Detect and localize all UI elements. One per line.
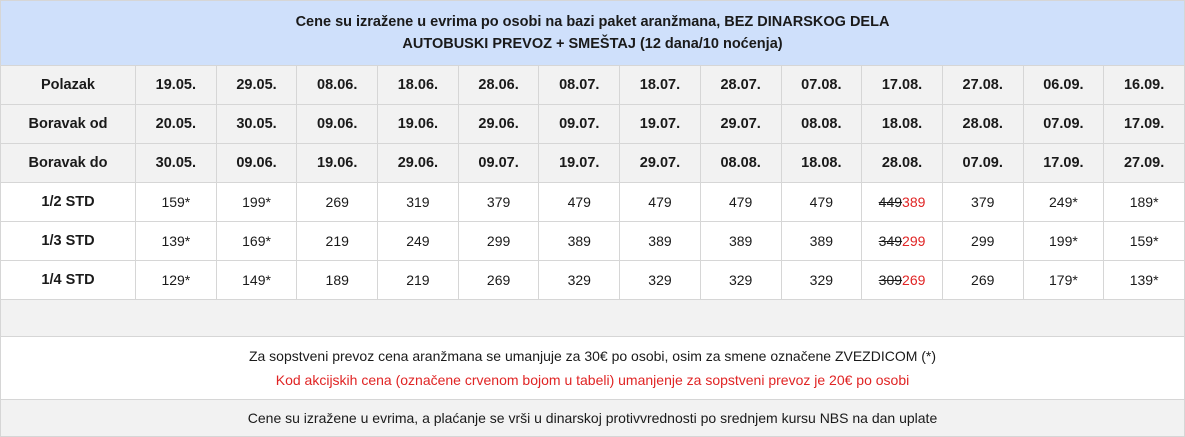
price-cell: 199* [216, 183, 297, 222]
departure-row [1, 66, 1185, 105]
price-cell: 319 [378, 183, 459, 222]
date-cell: 19.07. [620, 105, 701, 144]
price-cell: 299 [458, 222, 539, 261]
promo-price-cell [862, 222, 943, 261]
date-cell: 30.05. [216, 105, 297, 144]
date-cell: 07.08. [781, 66, 862, 105]
date-cell: 18.08. [781, 144, 862, 183]
spacer-row [1, 300, 1185, 337]
date-cell: 07.09. [942, 144, 1023, 183]
row-label: Boravak do [1, 144, 136, 183]
promo-price-cell [862, 261, 943, 300]
price-cell: 219 [297, 222, 378, 261]
date-cell: 18.08. [862, 105, 943, 144]
price-cell: 479 [620, 183, 701, 222]
notes-cell [1, 337, 1185, 400]
title-line-1: Cene su izražene u evrima po osobi na bazi paket aranžmana, BEZ DINARSKOG DELA [295, 14, 890, 30]
date-cell: 28.08. [862, 144, 943, 183]
date-cell: 09.06. [297, 105, 378, 144]
date-cell: 08.06. [297, 66, 378, 105]
price-cell: 479 [700, 183, 781, 222]
date-cell: 29.06. [458, 105, 539, 144]
price-cell: 379 [458, 183, 539, 222]
price-cell: 269 [942, 261, 1023, 300]
price-cell: 329 [620, 261, 701, 300]
price-cell: 249 [378, 222, 459, 261]
price-cell: 269 [297, 183, 378, 222]
price-cell: 389 [620, 222, 701, 261]
date-cell: 28.06. [458, 66, 539, 105]
date-cell: 28.08. [942, 105, 1023, 144]
date-cell: 09.07. [458, 144, 539, 183]
date-cell: 06.09. [1023, 66, 1104, 105]
date-cell: 29.07. [620, 144, 701, 183]
price-cell: 379 [942, 183, 1023, 222]
old-price: 449 [878, 194, 903, 210]
date-cell: 17.08. [862, 66, 943, 105]
price-cell: 219 [378, 261, 459, 300]
date-cell: 29.07. [700, 105, 781, 144]
note-promo-discount: Kod akcijskih cena (označene crvenom bojom u tabeli) umanjenje za sopstveni prevoz je 20€ po osobi [275, 372, 910, 388]
old-price: 309 [878, 272, 903, 288]
price-cell: 169* [216, 222, 297, 261]
price-cell: 479 [781, 183, 862, 222]
stay-from-row [1, 105, 1185, 144]
date-cell: 08.08. [781, 105, 862, 144]
date-cell: 09.07. [539, 105, 620, 144]
price-cell: 149* [216, 261, 297, 300]
date-cell: 27.08. [942, 66, 1023, 105]
date-cell: 27.09. [1104, 144, 1185, 183]
table-title [1, 1, 1185, 66]
promo-price: 299 [902, 233, 926, 249]
price-cell: 269 [458, 261, 539, 300]
date-cell: 20.05. [136, 105, 217, 144]
price-cell: 189* [1104, 183, 1185, 222]
date-cell: 17.09. [1023, 144, 1104, 183]
notes-row [1, 337, 1185, 400]
row-label: 1/4 STD [1, 261, 136, 300]
date-cell: 29.05. [216, 66, 297, 105]
row-label: 1/3 STD [1, 222, 136, 261]
promo-price: 269 [902, 272, 926, 288]
date-cell: 28.07. [700, 66, 781, 105]
promo-price-cell [862, 183, 943, 222]
date-cell: 09.06. [216, 144, 297, 183]
price-row-quarter-std [1, 261, 1185, 300]
price-cell: 479 [539, 183, 620, 222]
price-cell: 249* [1023, 183, 1104, 222]
price-cell: 139* [136, 222, 217, 261]
price-cell: 159* [1104, 222, 1185, 261]
date-cell: 18.06. [378, 66, 459, 105]
price-cell: 199* [1023, 222, 1104, 261]
date-cell: 30.05. [136, 144, 217, 183]
date-cell: 19.05. [136, 66, 217, 105]
price-cell: 329 [700, 261, 781, 300]
price-row-third-std [1, 222, 1185, 261]
price-cell: 389 [781, 222, 862, 261]
date-cell: 19.07. [539, 144, 620, 183]
price-row-half-std [1, 183, 1185, 222]
promo-price: 389 [902, 194, 926, 210]
price-cell: 389 [700, 222, 781, 261]
date-cell: 08.07. [539, 66, 620, 105]
table-header-row [1, 1, 1185, 66]
payment-note: Cene su izražene u evrima, a plaćanje se vrši u dinarskoj protivvrednosti po srednjem kursu NBS na dan uplate [1, 400, 1185, 437]
price-cell: 159* [136, 183, 217, 222]
date-cell: 07.09. [1023, 105, 1104, 144]
price-cell: 129* [136, 261, 217, 300]
date-cell: 29.06. [378, 144, 459, 183]
price-cell: 139* [1104, 261, 1185, 300]
date-cell: 19.06. [378, 105, 459, 144]
row-label: 1/2 STD [1, 183, 136, 222]
price-cell: 329 [781, 261, 862, 300]
price-cell: 389 [539, 222, 620, 261]
price-cell: 329 [539, 261, 620, 300]
price-cell: 189 [297, 261, 378, 300]
stay-to-row [1, 144, 1185, 183]
row-label: Boravak od [1, 105, 136, 144]
row-label: Polazak [1, 66, 136, 105]
date-cell: 19.06. [297, 144, 378, 183]
note-own-transport: Za sopstveni prevoz cena aranžmana se umanjuje za 30€ po osobi, osim za smene označene ZVEZDICOM (*) [248, 348, 937, 364]
date-cell: 08.08. [700, 144, 781, 183]
price-cell: 299 [942, 222, 1023, 261]
title-line-2: AUTOBUSKI PREVOZ + SMEŠTAJ (12 dana/10 noćenja) [402, 36, 783, 52]
date-cell: 16.09. [1104, 66, 1185, 105]
spacer-cell [1, 300, 1185, 337]
date-cell: 18.07. [620, 66, 701, 105]
price-cell: 179* [1023, 261, 1104, 300]
old-price: 349 [878, 233, 903, 249]
date-cell: 17.09. [1104, 105, 1185, 144]
payment-note-row [1, 400, 1185, 437]
